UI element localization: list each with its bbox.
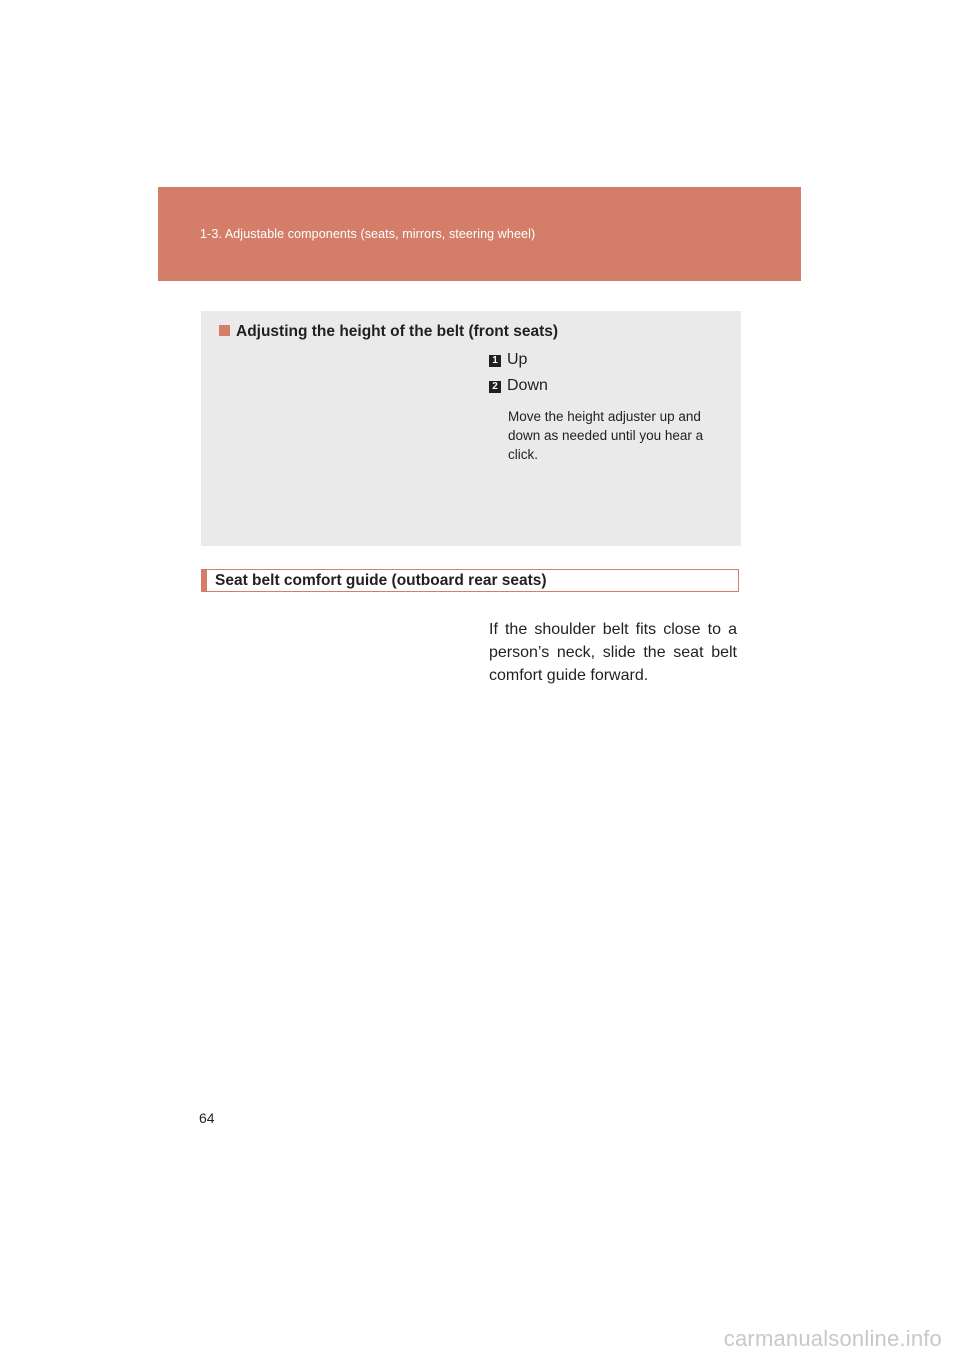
step-label: Up	[507, 351, 528, 368]
step-number-2-icon: 2	[489, 381, 501, 393]
step-number-1-icon: 1	[489, 355, 501, 367]
info-box	[201, 311, 741, 546]
info-box-note: Move the height adjuster up and down as needed until you hear a click.	[508, 409, 704, 462]
page-number: 64	[199, 1110, 215, 1126]
section-heading-text: Seat belt comfort guide (outboard rear seats)	[215, 572, 547, 589]
section-heading	[201, 569, 739, 592]
step-label: Down	[507, 377, 548, 394]
chapter-header-band	[158, 187, 801, 281]
info-box-title	[219, 323, 558, 341]
watermark: carmanualsonline.info	[723, 1326, 942, 1351]
step-item	[489, 351, 527, 369]
breadcrumb: 1-3. Adjustable components (seats, mirrors, steering wheel)	[200, 227, 536, 241]
square-bullet-icon	[219, 325, 230, 336]
info-box-title-text: Adjusting the height of the belt (front seats)	[236, 323, 559, 340]
step-item	[489, 377, 548, 395]
body-paragraph: If the shoulder belt fits close to a person’s neck, slide the seat belt comfort guide forward.	[489, 621, 737, 684]
